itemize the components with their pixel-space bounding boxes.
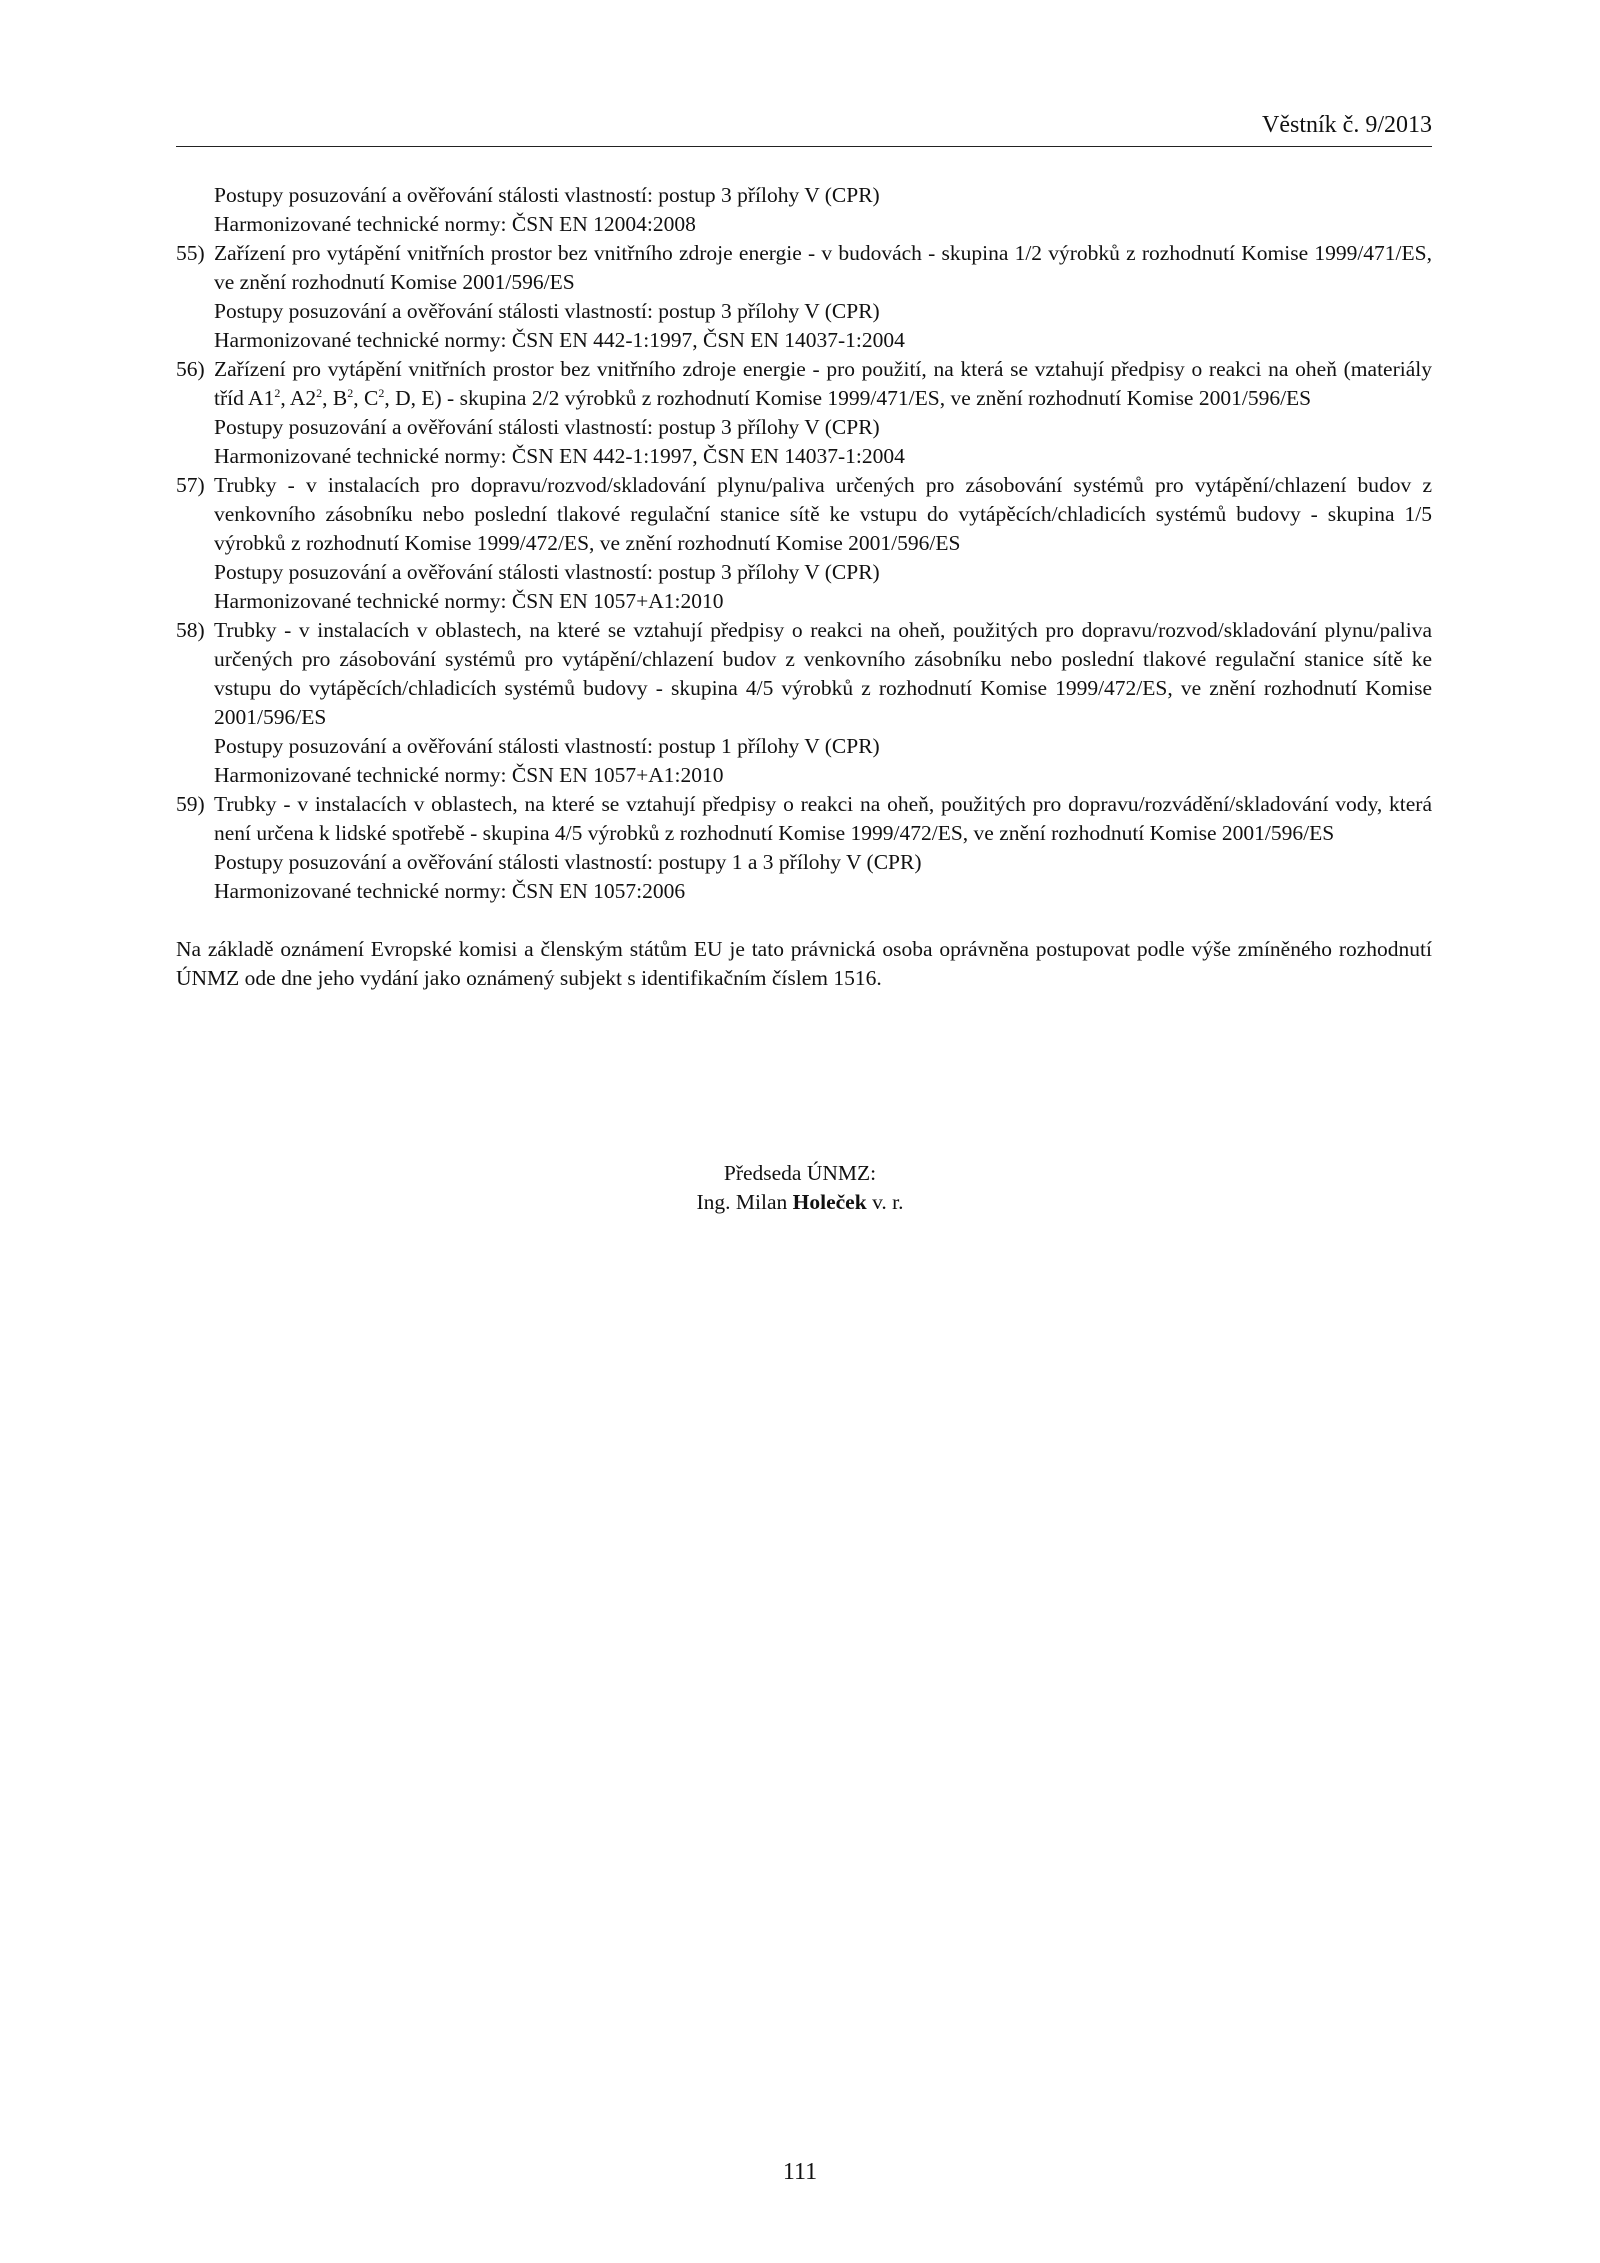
- list-item-55: [176, 239, 1432, 355]
- document-body: [176, 181, 1432, 993]
- page-header: [176, 110, 1432, 147]
- item-number: 55): [176, 241, 205, 265]
- item-procedure: Postupy posuzování a ověřování stálosti vlastností: postupy 1 a 3 přílohy V (CPR): [214, 850, 922, 874]
- intro-procedure-line: Postupy posuzování a ověřování stálosti vlastností: postup 3 přílohy V (CPR): [214, 183, 880, 207]
- item-procedure: Postupy posuzování a ověřování stálosti vlastností: postup 3 přílohy V (CPR): [214, 415, 880, 439]
- signatory-name: Ing. Milan Holeček v. r.: [696, 1190, 904, 1214]
- intro-standards-line: Harmonizované technické normy: ČSN EN 12004:2008: [214, 212, 696, 236]
- item-number: 58): [176, 618, 205, 642]
- item-standards: Harmonizované technické normy: ČSN EN 442-1:1997, ČSN EN 14037-1:2004: [214, 444, 905, 468]
- item-text: Zařízení pro vytápění vnitřních prostor bez vnitřního zdroje energie - pro použití, na která se vztahují předpisy o reakci na oheň (materiály tříd $A1^2$, $A2^2$, $B^2$, $C^2$, D, E) - skupina 2/2 výrobků z rozhodnutí Komise 1999/471/ES, ve znění rozhodnutí Komise 2001/596/ES: [214, 357, 1432, 410]
- item-text: Trubky - v instalacích pro dopravu/rozvod/skladování plynu/paliva určených pro zásobování systémů pro vytápění/chlazení budov z venkovního zásobníku nebo poslední tlakové regulační stanice sítě ke vstupu do vytápěcích/chladicích systémů budovy - skupina 1/5 výrobků z rozhodnutí Komise 1999/472/ES, ve znění rozhodnutí Komise 2001/596/ES: [214, 473, 1432, 555]
- item-text: Trubky - v instalacích v oblastech, na které se vztahují předpisy o reakci na oheň, použitých pro dopravu/rozvádění/skladování vody, která není určena k lidské spotřebě - skupina 4/5 výrobků z rozhodnutí Komise 1999/472/ES, ve znění rozhodnutí Komise 2001/596/ES: [214, 792, 1432, 845]
- item-standards: Harmonizované technické normy: ČSN EN 1057+A1:2010: [214, 589, 724, 613]
- item-number: 57): [176, 473, 205, 497]
- item-number: 56): [176, 357, 205, 381]
- signatory-role: Předseda ÚNMZ:: [723, 1161, 877, 1185]
- item-standards: Harmonizované technické normy: ČSN EN 1057:2006: [214, 879, 686, 903]
- list-item-59: [176, 790, 1432, 906]
- list-item-57: [176, 471, 1432, 616]
- item-standards: Harmonizované technické normy: ČSN EN 1057+A1:2010: [214, 763, 724, 787]
- item-number: 59): [176, 792, 205, 816]
- notification-paragraph: Na základě oznámení Evropské komisi a členským státům EU je tato právnická osoba oprávněna postupovat podle výše zmíněného rozhodnutí ÚNMZ ode dne jeho vydání jako oznámený subjekt s identifikačním číslem 1516.: [176, 937, 1432, 990]
- item-procedure: Postupy posuzování a ověřování stálosti vlastností: postup 3 přílohy V (CPR): [214, 299, 880, 323]
- item-text: Zařízení pro vytápění vnitřních prostor bez vnitřního zdroje energie - v budovách - skupina 1/2 výrobků z rozhodnutí Komise 1999/471/ES, ve znění rozhodnutí Komise 2001/596/ES: [214, 241, 1432, 294]
- journal-title: Věstník č. 9/2013: [1262, 112, 1432, 138]
- item-procedure: Postupy posuzování a ověřování stálosti vlastností: postup 1 přílohy V (CPR): [214, 734, 880, 758]
- signature-block: [0, 1159, 1600, 1217]
- list-item-58: [176, 616, 1432, 790]
- page-number: 111: [782, 2159, 818, 2185]
- item-standards: Harmonizované technické normy: ČSN EN 442-1:1997, ČSN EN 14037-1:2004: [214, 328, 905, 352]
- item-text: Trubky - v instalacích v oblastech, na které se vztahují předpisy o reakci na oheň, použitých pro dopravu/rozvod/skladování plynu/paliva určených pro zásobování systémů pro vytápění/chlazení budov z venkovního zásobníku nebo poslední tlakové regulační stanice sítě ke vstupu do vytápěcích/chladicích systémů budovy - skupina 4/5 výrobků z rozhodnutí Komise 1999/472/ES, ve znění rozhodnutí Komise 2001/596/ES: [214, 618, 1432, 729]
- item-procedure: Postupy posuzování a ověřování stálosti vlastností: postup 3 přílohy V (CPR): [214, 560, 880, 584]
- list-item-56: [176, 355, 1432, 471]
